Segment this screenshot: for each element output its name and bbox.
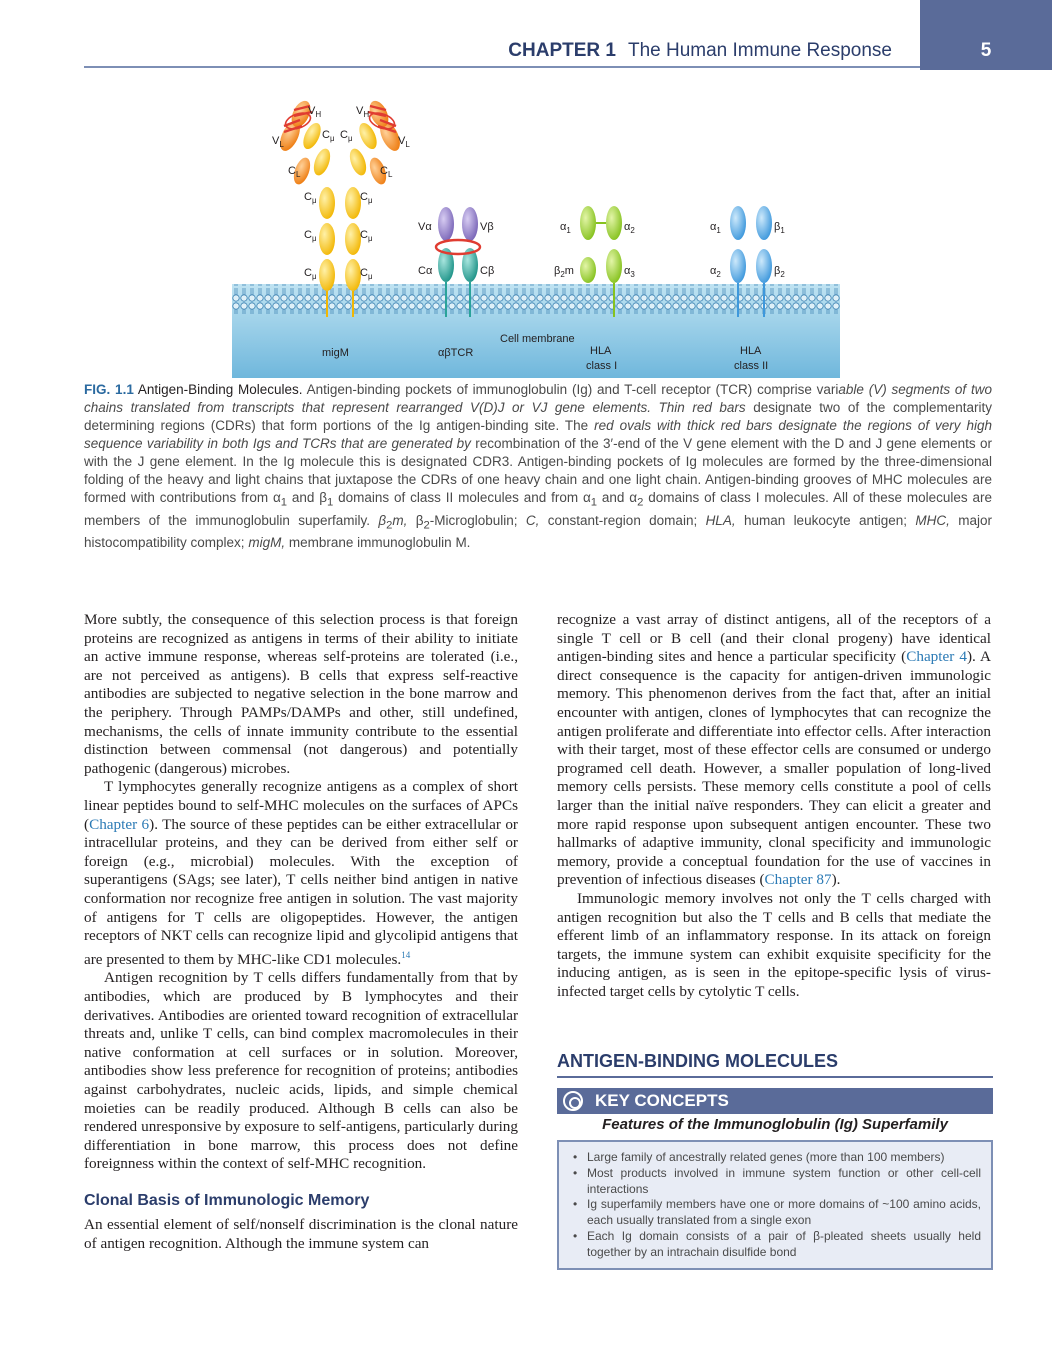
chapter-6-link[interactable]: Chapter 6 [89, 815, 150, 833]
svg-text:α1: $\alpha_1$ [560, 221, 571, 235]
key-concepts-subtitle: Features of the Immunoglobulin (Ig) Superfamily [602, 1116, 948, 1133]
svg-text:CL: $C_L$ [288, 165, 301, 179]
svg-text:α2: $\alpha_2$ [710, 265, 721, 279]
svg-text:Cμ: $C_\mu$ [360, 229, 373, 243]
page-number-tab [920, 0, 1052, 70]
svg-text:β2m: $\beta_2m$ [554, 265, 574, 279]
svg-text:Cμ: $C_\mu$ [304, 191, 317, 205]
svg-text:Cμ: $C_\mu$ [340, 129, 353, 143]
paragraph: T lymphocytes generally recognize antigens as a complex of short linear peptides bound to self-MHC molecules on the surfaces of APCs (Chapter 6). The source of these peptides can be either extracellular or intracellular proteins, and they can be derived from either self or foreign (e.g., microbial) molecules. With the exception of superantigens (SAgs; see later), T cells neither bind antigen in native conformation nor recognize free antigen in solution. The vast majority of antigens for T cells are oligopeptides. However, the antigen receptors of NKT cells can recognize lipid and glycolipid antigens that are presented to them by MHC-like CD1 molecules.$^{14}$ [84, 778, 518, 968]
page-header [0, 0, 1052, 70]
chapter-number: CHAPTER 1 [508, 40, 616, 61]
svg-text:Cell membrane: Cell membrane [500, 333, 575, 345]
svg-text:HLA: HLA [590, 345, 612, 357]
svg-text:Vβ: Vβ [480, 221, 494, 233]
svg-text:VL: $V_L$ [272, 135, 284, 149]
figure-number: FIG. 1.1 [84, 382, 134, 397]
list-item: • Ig superfamily members have one or more domains of ~100 amino acids, each usually translated from a single exon [569, 1197, 981, 1229]
svg-text:Cμ: $C_\mu$ [304, 267, 317, 281]
svg-text:VH: $V_H$ [356, 105, 370, 119]
key-concepts-bar [557, 1088, 993, 1114]
hla-class-ii-labels [710, 221, 785, 279]
header-rule [84, 66, 920, 68]
svg-text:Cμ: $C_\mu$ [304, 229, 317, 243]
figure-illustration [232, 92, 840, 378]
svg-text:β2: $\beta_2$ [774, 265, 785, 279]
svg-text:migM: migM [322, 347, 349, 359]
reference-14-link[interactable]: 14 [401, 949, 411, 960]
chapter-title: The Human Immune Response [627, 40, 892, 61]
list-item: • Large family of ancestrally related genes (more than 100 members) [569, 1150, 981, 1166]
svg-text:Cμ: $C_\mu$ [360, 191, 373, 205]
paragraph: Antigen recognition by T cells differs fundamentally from that by antibodies, which are produced by B lymphocytes and their derivatives. Antibodies are oriented toward recognition of extracellular threats and, unlike T cells, can bind complex macromolecules in their native conformation at cell surfaces or in solution. Moreover, antibodies show less preference for recognition of proteins; antibodies against carbohydrates, nucleic acids, lipids, and simple chemical moieties can be readily produced. Although B cells can also be rendered unresponsive by exposure to self-antigens, particularly during differentiation in bone marrow, this process does not define foreignness within the context of self-MHC recognition. [84, 969, 518, 1173]
chapter-4-link[interactable]: Chapter 4 [906, 648, 967, 666]
paragraph: Immunologic memory involves not only the T cells charged with antigen recognition but also the T cells and B cells that mediate the efferent limb of an inflammatory response. In its attack on foreign targets, the immune system can exhibit exquisite specificity for the inducing antigen, as is seen in the epitope-specific lysis of virus-infected target cells by cytolytic T cells. [557, 889, 991, 1000]
paragraph: An essential element of self/nonself discrimination is the clonal nature of antigen recognition. Although the immune system can [84, 1216, 518, 1253]
running-head [508, 40, 892, 62]
right-column [557, 611, 991, 1001]
svg-text:CL: $C_L$ [380, 165, 393, 179]
svg-text:Cμ: $C_\mu$ [360, 267, 373, 281]
svg-text:Vα: Vα [418, 221, 432, 233]
svg-text:Cβ: Cβ [480, 265, 495, 277]
list-item: • Each Ig domain consists of a pair of β-pleated sheets usually held together by an intrachain disulfide bond [569, 1229, 981, 1261]
svg-text:VL: $V_L$ [398, 135, 410, 149]
target-icon [563, 1091, 583, 1111]
figure-title: Antigen-Binding Molecules. [137, 382, 303, 397]
key-concepts-list [569, 1150, 981, 1261]
svg-text:α3: $\alpha_3$ [624, 265, 635, 279]
svg-text:VH: $V_H$ [308, 105, 322, 119]
svg-text:Cμ: $C_\mu$ [322, 129, 335, 143]
figure-antigen-binding-molecules [232, 92, 840, 378]
key-concepts-label: KEY CONCEPTS [595, 1091, 729, 1110]
paragraph: More subtly, the consequence of this selection process is that foreign proteins are recognized as antigens in terms of their ability to initiate an active immune response, whereas self-proteins are tolerated (i.e., are not perceived as antigens). B cells that express self-reactive antibodies are subjected to negative selection in the bone marrow and the periphery. Through PAMPs/DAMPs and other, still undefined, mechanisms, the cells of innate immunity contribute to the essential distinction between commensal (not dangerous) and potentially pathogenic (dangerous) microbes. [84, 611, 518, 777]
svg-text:β1: $\beta_1$ [774, 221, 785, 235]
svg-text:class I: class I [586, 360, 618, 372]
figure-caption: FIG. 1.1 Antigen-Binding Molecules. Antigen-binding pockets of immunoglobulin (Ig) and T-cell receptor (TCR) comprise variable (V) segments of two chains translated from transcripts that represent rearranged V(D)J or VJ gene elements. Thin red bars designate two of the complementarity determining regions (CDRs) that form portions of the Ig antigen-binding site. The red ovals with thick red bars designate the regions of very high sequence variability in both Igs and TCRs that are generated by recombination of the 3′-end of the V gene element with the D and J gene elements or with the J gene element. In the Ig molecule this is designated CDR3. Antigen-binding pockets of Ig molecules are formed by the three-dimensional folding of the heavy and light chains that juxtapose the CDRs of one heavy chain and one light chain. Antigen-binding grooves of MHC molecules are formed with contributions from $\alpha_1$ and $\beta_1$ domains of class II molecules and from $\alpha_1$ and $\alpha_2$ domains of class I molecules. All of these molecules are members of the immunoglobulin superfamily. $\beta_2m$, $\beta_2$-Microglobulin; C, constant-region domain; HLA, human leukocyte antigen; MHC, major histocompatibility complex; migM, membrane immunoglobulin M. [84, 382, 992, 551]
chapter-87-link[interactable]: Chapter 87 [764, 871, 832, 889]
section-heading: ANTIGEN-BINDING MOLECULES [557, 1051, 993, 1078]
tcr-labels [418, 221, 494, 277]
key-concepts-box [557, 1140, 993, 1270]
svg-text:α1: $\alpha_1$ [710, 221, 721, 235]
svg-text:HLA: HLA [740, 345, 762, 357]
svg-text:Cα: Cα [418, 265, 433, 277]
svg-text:α2: $\alpha_2$ [624, 221, 635, 235]
page-number: 5 [980, 40, 992, 61]
subheading: Clonal Basis of Immunologic Memory [84, 1191, 370, 1209]
svg-text:class II: class II [734, 360, 769, 372]
paragraph: recognize a vast array of distinct antigens, all of the receptors of a single T cell or B cell (and their clonal progeny) have identical antigen-binding sites and hence a particular specificity (Chapter 4). A direct consequence is the capacity for antigen-driven immunologic memory. This phenomenon derives from the fact that, after an initial encounter with antigen, clones of lymphocytes that can recognize the antigen proliferate and differentiate into effector cells. After interaction with their target, most of these effector cells are consumed or undergo programed cell death. However, a smaller population of long-lived memory cells persists. These memory cells constitute a pool of cells larger than the initial naïve responders. They can elicit a greater and more rapid response upon subsequent antigen encounter. These two hallmarks of adaptive immunity, clonal specificity and immunologic memory, provide a conceptual foundation for the use of vaccines in prevention of infectious diseases (Chapter 87). [557, 611, 992, 889]
list-item: • Most products involved in immune system function or other cell-cell interactions [569, 1166, 981, 1198]
svg-text:αβTCR: αβTCR [438, 347, 474, 359]
left-column [84, 611, 518, 1254]
